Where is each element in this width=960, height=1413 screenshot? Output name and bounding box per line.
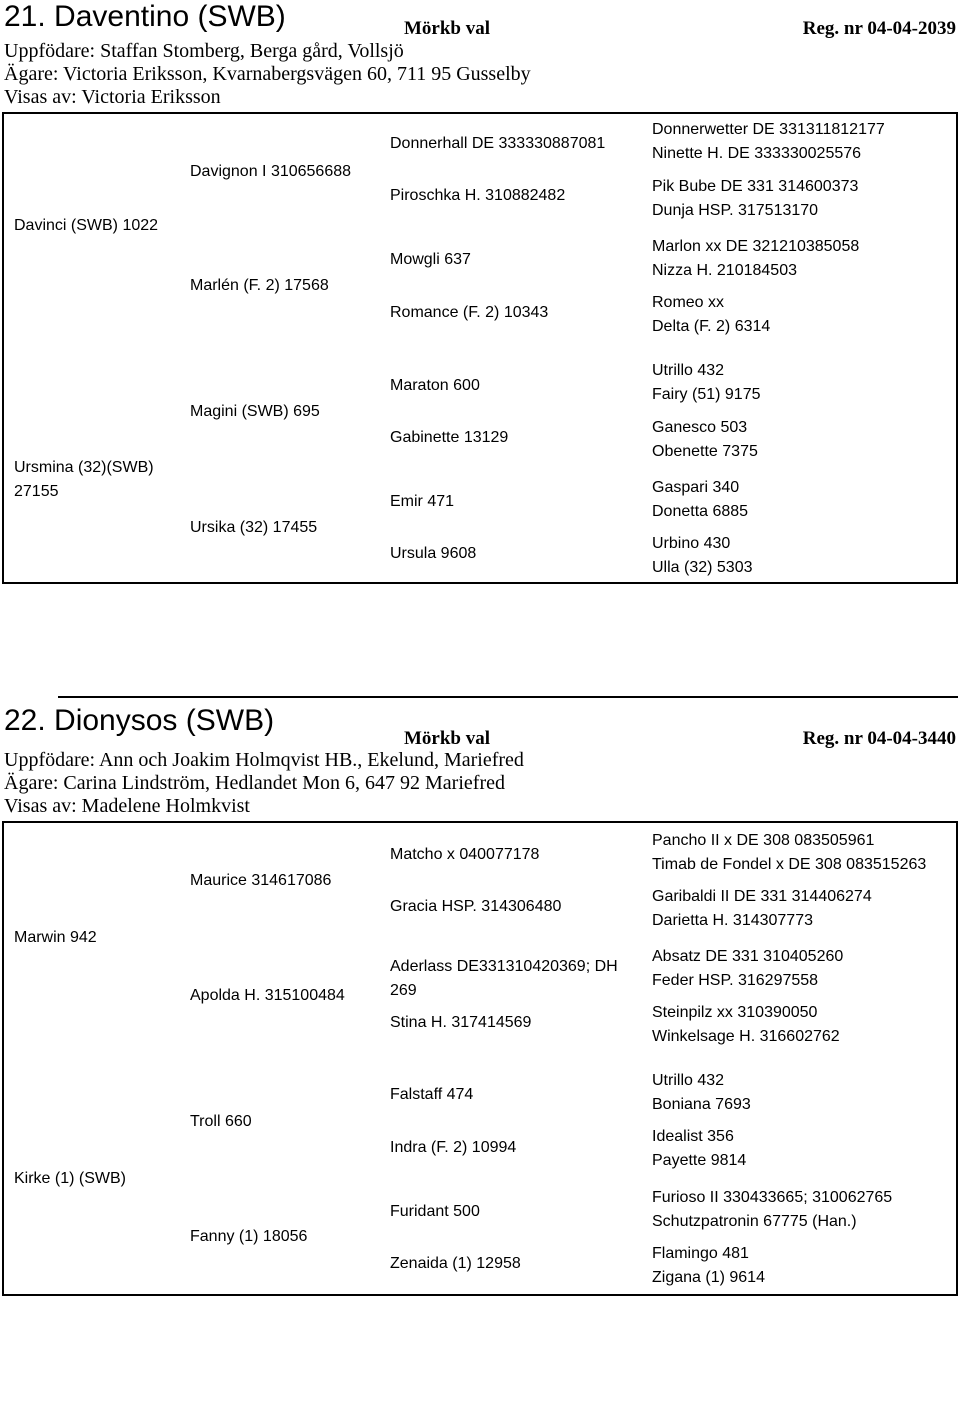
- gen3-8: Ursula 9608: [390, 545, 477, 562]
- gen4-7: Steinpilz xx 310390050: [652, 1004, 818, 1021]
- sire-sire: Davignon I 310656688: [190, 163, 352, 180]
- gen4-8: Winkelsage H. 316602762: [652, 1028, 840, 1045]
- gen4-12: Payette 9814: [652, 1152, 747, 1169]
- sire-dam: Marlén (F. 2) 17568: [190, 277, 329, 294]
- entry-21: [0, 0, 960, 600]
- gen4-15: Urbino 430: [652, 535, 731, 552]
- gen3-3: Mowgli 637: [390, 251, 471, 268]
- gen3-7: Emir 471: [390, 493, 455, 510]
- sire: Davinci (SWB) 1022: [14, 217, 159, 234]
- dam-dam: Fanny (1) 18056: [190, 1228, 308, 1245]
- registration-number: Reg. nr 04-04-3440: [802, 728, 956, 749]
- gen4-8: Delta (F. 2) 6314: [652, 318, 771, 335]
- registration-number: Reg. nr 04-04-2039: [802, 18, 956, 39]
- gen4-4: Dunja HSP. 317513170: [652, 202, 819, 219]
- gen3-3: Aderlass DE331310420369; DH 269: [390, 958, 618, 999]
- owner: Ägare: Carina Lindström, Hedlandet Mon 6, 647 92 Mariefred: [4, 772, 505, 794]
- gen4-6: Nizza H. 210184503: [652, 262, 797, 279]
- gen4-11: Ganesco 503: [652, 419, 748, 436]
- gen4-2: Timab de Fondel x DE 308 083515263: [652, 856, 927, 873]
- gen3-5: Maraton 600: [390, 377, 480, 394]
- gen4-15: Flamingo 481: [652, 1245, 749, 1262]
- dam: Kirke (1) (SWB): [14, 1170, 126, 1187]
- dam-dam: Ursika (32) 17455: [190, 519, 318, 536]
- gen4-6: Feder HSP. 316297558: [652, 972, 819, 989]
- gen4-16: Zigana (1) 9614: [652, 1269, 765, 1286]
- gen3-7: Furidant 500: [390, 1203, 480, 1220]
- gen3-6: Gabinette 13129: [390, 429, 509, 446]
- gen3-5: Falstaff 474: [390, 1086, 474, 1103]
- gen4-7: Romeo xx: [652, 294, 725, 311]
- gen4-5: Absatz DE 331 310405260: [652, 948, 844, 965]
- pedigree-table: [2, 821, 958, 1296]
- gen3-4: Stina H. 317414569: [390, 1014, 532, 1031]
- owner: Ägare: Victoria Eriksson, Kvarnabergsvägen 60, 711 95 Gusselby: [4, 63, 531, 85]
- gen4-3: Pik Bube DE 331 314600373: [652, 178, 859, 195]
- gen4-13: Gaspari 340: [652, 479, 740, 496]
- pedigree-table: [2, 112, 958, 584]
- horse-color: Mörkb val: [404, 728, 491, 749]
- gen4-13: Furioso II 330433665; 310062765: [652, 1189, 893, 1206]
- gen4-1: Pancho II x DE 308 083505961: [652, 832, 875, 849]
- gen4-4: Darietta H. 314307773: [652, 912, 813, 929]
- gen4-3: Garibaldi II DE 331 314406274: [652, 888, 872, 905]
- sire-sire: Maurice 314617086: [190, 872, 332, 889]
- shown-by: Visas av: Madelene Holmkvist: [4, 795, 250, 817]
- sire: Marwin 942: [14, 929, 97, 946]
- separator-line: [58, 696, 958, 698]
- gen4-10: Boniana 7693: [652, 1096, 751, 1113]
- gen3-8: Zenaida (1) 12958: [390, 1255, 521, 1272]
- gen4-9: Utrillo 432: [652, 1072, 725, 1089]
- dam-sire: Troll 660: [190, 1113, 252, 1130]
- breeder: Uppfödare: Staffan Stomberg, Berga gård, Vollsjö: [4, 40, 404, 62]
- gen4-10: Fairy (51) 9175: [652, 386, 761, 403]
- gen4-5: Marlon xx DE 321210385058: [652, 238, 860, 255]
- gen3-2: Piroschka H. 310882482: [390, 187, 566, 204]
- gen4-16: Ulla (32) 5303: [652, 559, 753, 576]
- horse-color: Mörkb val: [404, 18, 491, 39]
- shown-by: Visas av: Victoria Eriksson: [4, 86, 221, 108]
- gen4-14: Donetta 6885: [652, 503, 749, 520]
- gen3-1: Donnerhall DE 333330887081: [390, 135, 606, 152]
- gen3-2: Gracia HSP. 314306480: [390, 898, 562, 915]
- dam-name-line1: Ursmina (32)(SWB): [14, 459, 154, 476]
- gen4-2: Ninette H. DE 333330025576: [652, 145, 862, 162]
- gen3-4: Romance (F. 2) 10343: [390, 304, 549, 321]
- horse-title: 22. Dionysos (SWB): [4, 704, 275, 737]
- entry-22: [0, 690, 960, 1310]
- gen4-1: Donnerwetter DE 331311812177: [652, 121, 885, 138]
- gen4-12: Obenette 7375: [652, 443, 758, 460]
- sire-dam: Apolda H. 315100484: [190, 987, 345, 1004]
- breeder: Uppfödare: Ann och Joakim Holmqvist HB., Ekelund, Mariefred: [4, 749, 524, 771]
- dam: [14, 456, 154, 504]
- dam-sire: Magini (SWB) 695: [190, 403, 320, 420]
- dam-name-line2: 27155: [14, 483, 59, 500]
- gen4-9: Utrillo 432: [652, 362, 725, 379]
- gen3-1: Matcho x 040077178: [390, 846, 540, 863]
- gen4-14: Schutzpatronin 67775 (Han.): [652, 1213, 857, 1230]
- horse-title: 21. Daventino (SWB): [4, 0, 286, 33]
- gen3-6: Indra (F. 2) 10994: [390, 1139, 517, 1156]
- gen4-11: Idealist 356: [652, 1128, 734, 1145]
